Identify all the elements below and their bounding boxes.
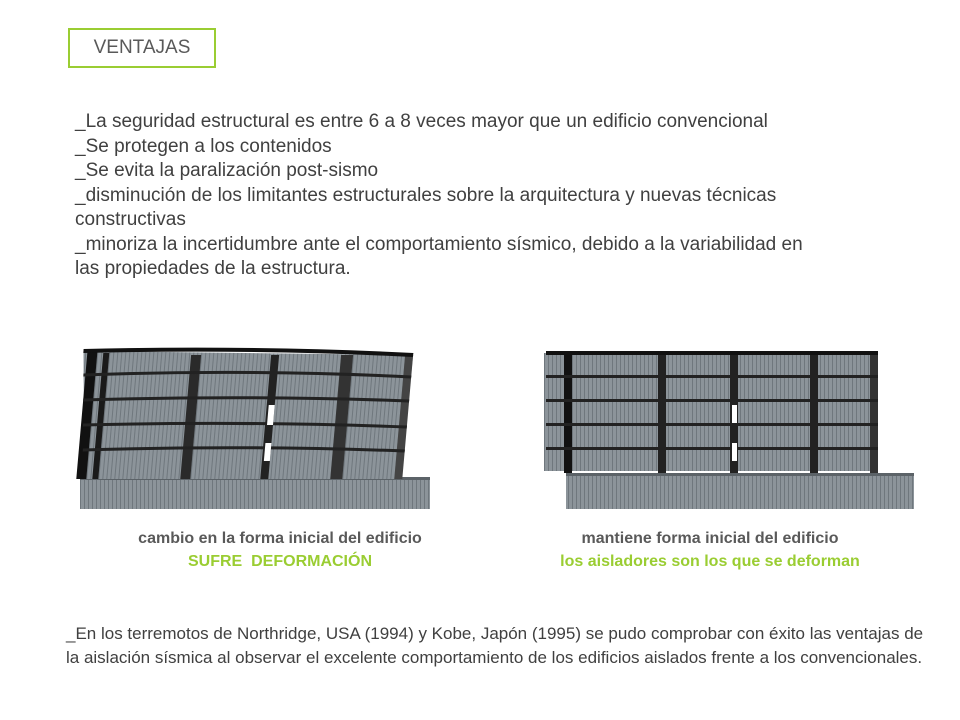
- conventional-caption-highlight: SUFRE DEFORMACIÓN: [188, 553, 372, 570]
- advantage-item: _Se protegen a los contenidos: [75, 135, 332, 157]
- isolated-caption-highlight: los aisladores son los que se deforman: [560, 553, 860, 570]
- isolated-building-image: [540, 345, 918, 513]
- footer-paragraph: _En los terremotos de Northridge, USA (1994) y Kobe, Japón (1995) se pudo comprobar con éxito las ventajas de la aislación sísmica al observar el excelente comportamiento de los edificios aislados frente a los convencionales.: [66, 624, 924, 667]
- page-title: VENTAJAS: [93, 37, 191, 58]
- conventional-caption: [70, 527, 490, 573]
- advantage-item: _disminución de los limitantes estructurales sobre la arquitectura y nuevas técnicas constructivas: [75, 184, 777, 230]
- advantage-item: _minoriza la incertidumbre ante el comportamiento sísmico, debido a la variabilidad en las propiedades de la estructura.: [75, 233, 803, 279]
- title-box: [68, 28, 216, 68]
- isolated-caption: [500, 527, 920, 573]
- advantage-item: _Se evita la paralización post-sismo: [75, 160, 379, 181]
- conventional-caption-text: cambio en la forma inicial del edificio: [138, 530, 422, 547]
- isolated-caption-text: mantiene forma inicial del edificio: [581, 530, 839, 547]
- conventional-building-image: [60, 345, 432, 513]
- advantages-list: [75, 110, 815, 282]
- advantage-item: _La seguridad estructural es entre 6 a 8 veces mayor que un edificio convencional: [75, 111, 768, 132]
